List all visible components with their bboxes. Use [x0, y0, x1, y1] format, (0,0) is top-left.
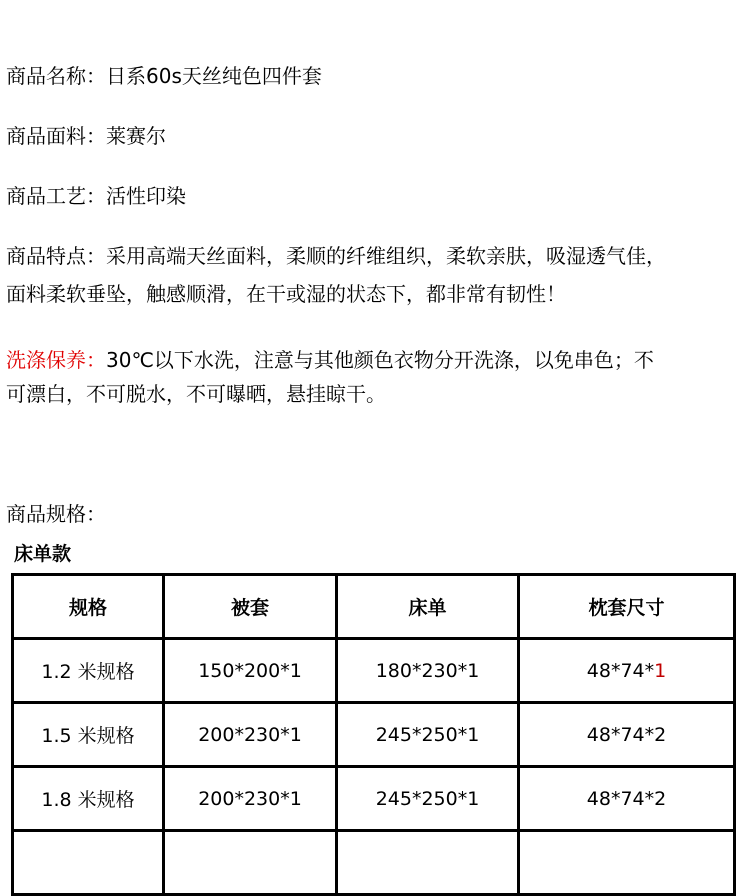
cell-duvet: 150*200*1 [164, 639, 337, 703]
table-title: 床单款 [14, 543, 72, 565]
product-craft-value: 活性印染 [106, 184, 186, 208]
cell-sheet: 245*250*1 [337, 767, 519, 831]
cell-duvet: 200*230*1 [164, 767, 337, 831]
product-craft-label: 商品工艺： [6, 184, 106, 208]
spec-heading: 商品规格： [6, 502, 106, 526]
product-feature-line-1: 商品特点：采用高端天丝面料，柔顺的纤维组织，柔软亲肤，吸湿透气佳， [6, 244, 666, 268]
cell-pillowcase: 48*74*2 [519, 703, 735, 767]
cell-sheet: 180*230*1 [337, 639, 519, 703]
cell-spec: 1.5 米规格 [13, 703, 164, 767]
product-feature-line-2: 面料柔软垂坠，触感顺滑，在干或湿的状态下，都非常有韧性！ [6, 282, 566, 306]
header-cell-sheet: 床单 [337, 575, 519, 639]
cell-spec: 1.8 米规格 [13, 767, 164, 831]
cell-pillowcase: 48*74*2 [519, 767, 735, 831]
product-craft-line [6, 184, 186, 208]
size-table [11, 573, 736, 896]
product-fabric-label: 商品面料： [6, 124, 106, 148]
cell-duvet: 200*230*1 [164, 703, 337, 767]
cell-pillowcase [519, 639, 735, 703]
table-row [13, 703, 735, 767]
cell-sheet: 245*250*1 [337, 703, 519, 767]
care-text-1: 30℃以下水洗，注意与其他颜色衣物分开洗涤，以免串色；不 [106, 348, 654, 372]
header-cell-pillowcase: 枕套尺寸 [519, 575, 735, 639]
table-row [13, 767, 735, 831]
cell-pillowcase-count: 1 [654, 659, 667, 682]
product-name-line [6, 64, 322, 88]
header-cell-duvet: 被套 [164, 575, 337, 639]
table-header-row [13, 575, 735, 639]
cell-pillowcase-text: 48*74* [586, 659, 655, 682]
table-row-partial [13, 831, 735, 895]
table-row [13, 639, 735, 703]
header-cell-spec: 规格 [13, 575, 164, 639]
care-line-1 [6, 348, 654, 372]
product-name-value: 日系60s天丝纯色四件套 [106, 64, 322, 88]
product-fabric-line [6, 124, 166, 148]
care-line-2: 可漂白，不可脱水，不可曝晒，悬挂晾干。 [6, 382, 386, 406]
care-label: 洗涤保养： [6, 348, 106, 372]
cell-spec: 1.2 米规格 [13, 639, 164, 703]
product-fabric-value: 莱赛尔 [106, 124, 166, 148]
product-name-label: 商品名称： [6, 64, 106, 88]
